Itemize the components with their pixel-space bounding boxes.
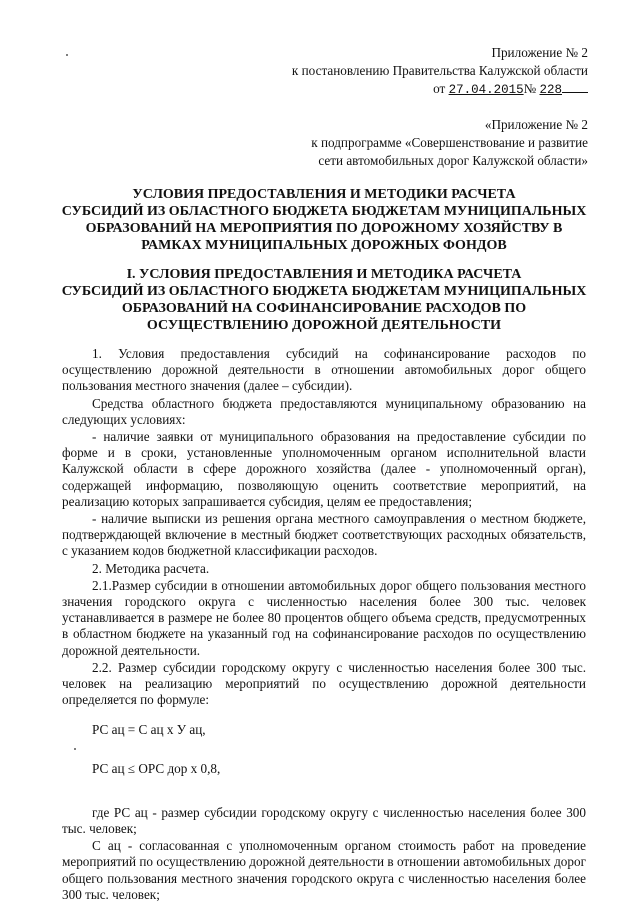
- main-title-line: ОБРАЗОВАНИЙ НА МЕРОПРИЯТИЯ ПО ДОРОЖНОМУ ХОЗЯЙСТВУ В: [85, 221, 563, 236]
- subprogram-line: к подпрограмме «Совершенствование и развитие: [311, 135, 588, 150]
- subprogram-appendix-title: «Приложение № 2: [484, 117, 588, 132]
- section-title-line: I. УСЛОВИЯ ПРЕДОСТАВЛЕНИЯ И МЕТОДИКА РАСЧЕТА: [126, 267, 522, 282]
- resolution-date: 27.04.2015: [448, 83, 524, 97]
- paragraph: где РС ац - размер субсидии городскому округу с численностью населения более 300 тыс. человек;: [62, 804, 586, 837]
- subprogram-line: сети автомобильных дорог Калужской области»: [318, 153, 588, 168]
- section-title-line: ОБРАЗОВАНИЙ НА СОФИНАНСИРОВАНИЕ РАСХОДОВ ПО: [121, 301, 527, 316]
- paragraph: 2. Методика расчета.: [92, 560, 210, 576]
- appendix-header: [292, 44, 588, 99]
- underline-tail: [562, 80, 588, 93]
- appendix-resolution: к постановлению Правительства Калужской области: [291, 63, 588, 78]
- appendix-date-line: [433, 80, 588, 99]
- subprogram-header: [311, 116, 588, 170]
- main-title-line: РАМКАХ МУНИЦИПАЛЬНЫХ ДОРОЖНЫХ ФОНДОВ: [141, 238, 507, 253]
- paragraph: 2.1.Размер субсидии в отношении автомобильных дорог общего пользования местного значения городского округа с численностью населения более 300 тыс. человек устанавливается в размере не более 80 процентов общего объема средств, предусмотренных в областном бюджете на указанный год на софинансирование расходов по осуществлению дорожной деятельности.: [62, 577, 586, 658]
- scan-speck: [66, 54, 68, 56]
- document-body: [62, 346, 586, 904]
- formula: РС ац = С ац х У ац,: [92, 722, 206, 738]
- formula: РС ац ≤ ОРС дор х 0,8,: [92, 760, 221, 776]
- main-title: [48, 186, 600, 254]
- number-prefix: №: [523, 81, 537, 96]
- main-title-line: УСЛОВИЯ ПРЕДОСТАВЛЕНИЯ И МЕТОДИКИ РАСЧЕТА: [132, 187, 516, 202]
- main-title-line: СУБСИДИЙ ИЗ ОБЛАСТНОГО БЮДЖЕТА БЮДЖЕТАМ МУНИЦИПАЛЬНЫХ: [61, 204, 587, 219]
- paragraph: С ац - согласованная с уполномоченным органом стоимость работ на проведение мероприятий по осуществлению дорожной деятельности в отношении автомобильных дорог общего пользования местного значения городского округа с численностью населения более 300 тыс. человек;: [62, 838, 586, 902]
- appendix-title: Приложение № 2: [491, 45, 588, 60]
- paragraph: Средства областного бюджета предоставляются муниципальному образованию на следующих условиях:: [62, 395, 586, 427]
- paragraph: - наличие выписки из решения органа местного самоуправления о местном бюджете, подтверждающей включение в местный бюджет соответствующих расходных обязательств, с указанием кодов бюджетной классификации расходов.: [62, 511, 586, 559]
- paragraph: - наличие заявки от муниципального образования на предоставление субсидии по форме и в сроки, установленные уполномоченным органом исполнительной власти Калужской области в сфере дорожного хозяйства (далее - уполномоченный орган), содержащей информацию, позволяющую оценить соответствие мероприятий, на реализацию которых запрашивается субсидия, целям ее предоставления;: [62, 429, 586, 509]
- paragraph: 2.2. Размер субсидии городскому округу с численностью населения более 300 тыс. человек на реализацию мероприятий по осуществлению дорожной деятельности определяется по формуле:: [62, 659, 586, 708]
- section-title-line: СУБСИДИЙ ИЗ ОБЛАСТНОГО БЮДЖЕТА БЮДЖЕТАМ МУНИЦИПАЛЬНЫХ: [61, 284, 587, 299]
- date-prefix: от: [433, 81, 446, 96]
- section-title: [48, 266, 600, 334]
- section-title-line: ОСУЩЕСТВЛЕНИЮ ДОРОЖНОЙ ДЕЯТЕЛЬНОСТИ: [146, 318, 502, 333]
- resolution-number: 228: [539, 83, 562, 97]
- paragraph: 1. Условия предоставления субсидий на софинансирование расходов по осуществлению дорожной деятельности в отношении автомобильных дорог общего пользования местного значения (далее – субсидии).: [62, 346, 586, 394]
